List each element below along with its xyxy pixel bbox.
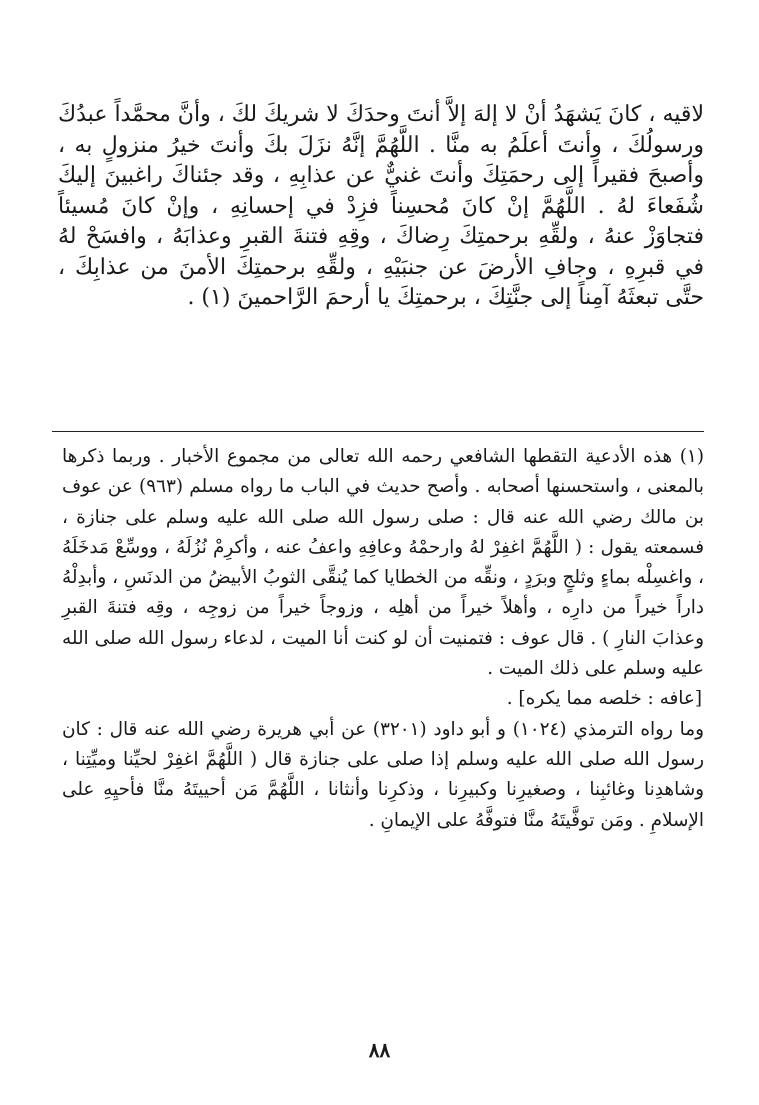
funeral-prayer-paragraph: لاقيه ، كانَ يَشهَدُ أنْ لا إلهَ إلاَّ أنتَ وحدَكَ لا شريكَ لكَ ، وأنَّ محمَّداً عبدُكَ ورسولُكَ ، وأنتَ أعلَمُ به منَّا . اللَّهُمَّ إنَّهُ نزَلَ بكَ وأنتَ خيرُ منزولٍ به ، وأصبحَ فقيراً إلى رحمَتِكَ وأنتَ غنيٌّ عن عذابِهِ ، وقد جئناكَ راغبينَ إليكَ شُفَعاءَ لهُ . اللَّهُمَّ إنْ كانَ مُحسِناً فزِدْ في إحسانِهِ ، وإنْ كانَ مُسيئاً فتجاوَزْ عنهُ ، ولقِّهِ برحمتِكَ رِضاكَ ، وقِهِ فتنةَ القبرِ وعذابَهُ ، وافسَحْ لهُ في قبرِهِ ، وجافِ الأرضَ عن جنبَيْهِ ، ولقِّهِ برحمتِكَ الأمنَ من عذابِكَ ، حتَّى تبعثَهُ آمِناً إلى جنَّتِكَ ، برحمتِكَ يا أرحمَ الرَّاحمينَ (١) . xyxy=(58,102,704,310)
footnote-1: (١) هذه الأدعية التقطها الشافعي رحمه الله تعالى من مجموع الأخبار . وربما ذكرها بالمعنى ، واستحسنها أصحابه . وأصح حديث في الباب ما رواه مسلم (٩٦٣) عن عوف بن مالك رضي الله عنه قال : صلى رسول الله صلى الله عليه وسلم على جنازة ، فسمعته يقول : ( اللَّهُمَّ اغفِرْ لهُ وارحمْهُ وعافِهِ واعفُ عنه ، وأكرِمْ نُزُلَهُ ، ووسِّعْ مَدخَلَهُ ، واغسِلْه بماءٍ وثلجٍ وبرَدٍ ، ونقِّه من الخطايا كما يُنقَّى الثوبُ الأبيضُ من الدنَسِ ، وأبدِلْهُ داراً خيراً من دارِه ، وأهلاً خيراً من أهلِه ، وزوجاً خيراً من زوجِه ، وقِه فتنةَ القبرِ وعذابَ النارِ ) . قال عوف : فتمنيت أن لو كنت أنا الميت ، لدعاء رسول الله صلى الله عليه وسلم على ذلك الميت . xyxy=(62,446,704,680)
main-text-block xyxy=(58,100,704,314)
footnote-1-gloss: [عافه : خلصه مما يكره] . xyxy=(506,688,702,710)
footnotes-block xyxy=(62,442,704,836)
footnote-divider xyxy=(52,431,704,432)
page-number: ٨٨ xyxy=(368,1038,391,1062)
footnote-2: وما رواه الترمذي (١٠٢٤) و أبو داود (٣٢٠١) عن أبي هريرة رضي الله عنه قال : كان رسول الله صلى الله عليه وسلم إذا صلى على جنازة قال ( اللَّهُمَّ اغفِرْ لحيِّنا وميِّتِنا ، وشاهدِنا وغائبِنا ، وصغيرِنا وكبيرِنا ، وذكرِنا وأنثانا ، اللَّهُمَّ مَن أحييتَهُ منَّا فأحيِهِ على الإسلامِ . ومَن توفَّيتَهُ منَّا فتوفَّهُ على الإيمانِ . xyxy=(62,718,704,831)
